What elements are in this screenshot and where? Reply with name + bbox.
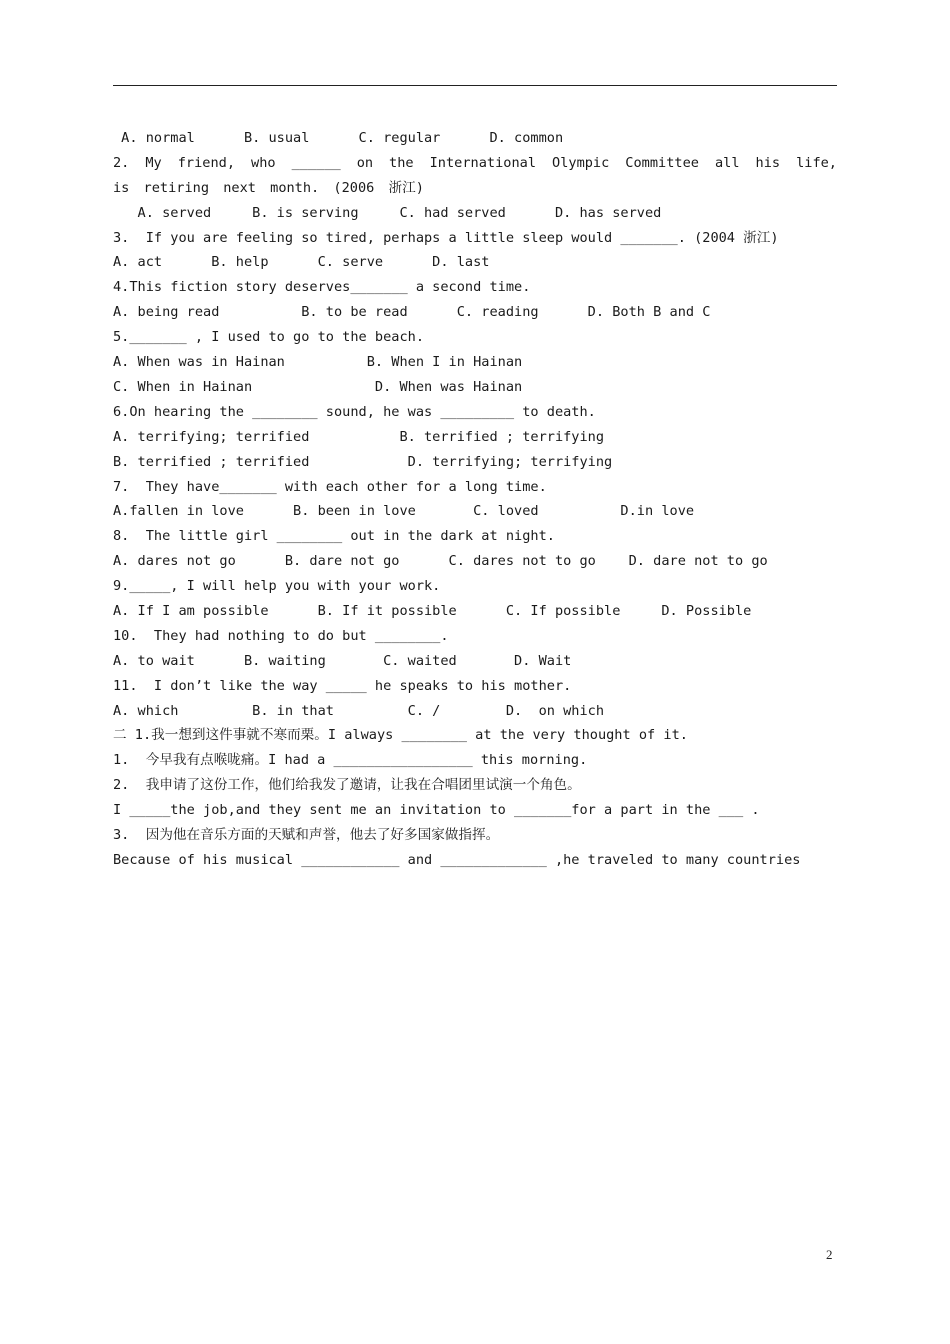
section2-item-2-chinese: 2. 我申请了这份工作，他们给我发了邀请，让我在合唱团里试演一个角色。 xyxy=(113,777,581,794)
q8-stem: 8. The little girl ________ out in the dark at night. xyxy=(113,528,555,545)
section2-item-3-chinese: 3. 因为他在音乐方面的天赋和声誉，他去了好多国家做指挥。 xyxy=(113,826,500,843)
q10-stem: 10. They had nothing to do but ________. xyxy=(113,627,449,644)
q6-options-cd: B. terrified ; terrified D. terrifying; terrifying xyxy=(113,453,613,470)
q3-stem: 3. If you are feeling so tired, perhaps a little sleep would _______. (2004 浙江) xyxy=(113,229,779,246)
q5-options-cd: C. When in Hainan D. When was Hainan xyxy=(113,378,523,395)
section2-item-1: 1. 今早我有点喉咙痛。I had a _________________ this morning. xyxy=(113,752,588,769)
q6-stem: 6.On hearing the ________ sound, he was _________ to death. xyxy=(113,403,596,420)
q3-options: A. act B. help C. serve D. last xyxy=(113,254,490,271)
q2-options: A. served B. is serving C. had served D. has served xyxy=(113,204,662,221)
header-rule xyxy=(113,85,837,86)
q9-options: A. If I am possible B. If it possible C. If possible D. Possible xyxy=(113,602,752,619)
q11-options: A. which B. in that C. / D. on which xyxy=(113,702,605,719)
q10-options: A. to wait B. waiting C. waited D. Wait xyxy=(113,652,572,669)
q8-options: A. dares not go B. dare not go C. dares not to go D. dare not to go xyxy=(113,553,768,570)
q7-options: A.fallen in love B. been in love C. loved D.in love xyxy=(113,503,695,520)
worksheet-body xyxy=(113,126,837,873)
q9-stem: 9._____, I will help you with your work. xyxy=(113,578,441,595)
q11-stem: 11. I don’t like the way _____ he speaks to his mother. xyxy=(113,677,572,694)
q4-stem: 4.This fiction story deserves_______ a second time. xyxy=(113,279,531,296)
section2-item-2-english: I _____the job,and they sent me an invitation to _______for a part in the ___ . xyxy=(113,802,760,819)
section2-item-0: 二 1.我一想到这件事就不寒而栗。I always ________ at the very thought of it. xyxy=(113,727,688,744)
q4-options: A. being read B. to be read C. reading D. Both B and C xyxy=(113,304,711,321)
q2-stem: 2. My friend, who ______ on the International Olympic Committee all his life, is retiring next month. (2006 浙江) xyxy=(113,154,837,196)
page-number: 2 xyxy=(826,1247,833,1262)
section2-item-3-english: Because of his musical ____________ and _____________ ,he traveled to many countries xyxy=(113,851,801,868)
q5-stem: 5._______ , I used to go to the beach. xyxy=(113,329,424,346)
q6-options-ab: A. terrifying; terrified B. terrified ; terrifying xyxy=(113,428,605,445)
q1-options: A. normal B. usual C. regular D. common xyxy=(113,130,564,146)
q7-stem: 7. They have_______ with each other for a long time. xyxy=(113,478,547,495)
q5-options-ab: A. When was in Hainan B. When I in Hainan xyxy=(113,354,523,371)
